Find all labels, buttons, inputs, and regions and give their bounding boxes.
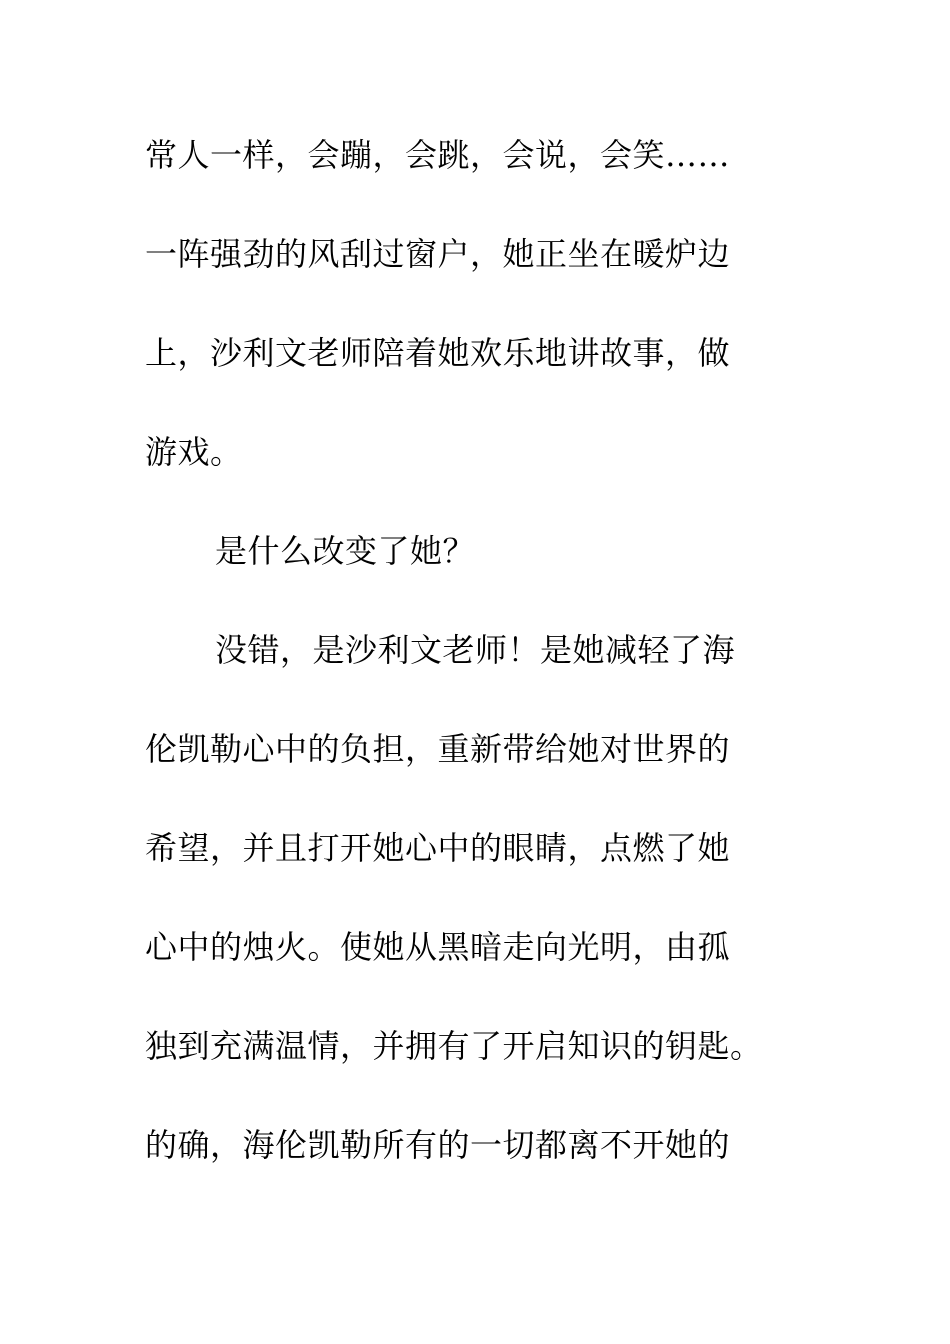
text-line: 心中的烛火。使她从黑暗走向光明，由孤 <box>145 928 731 966</box>
text-line: 希望，并且打开她心中的眼睛，点燃了她 <box>145 829 731 867</box>
text-line: 独到充满温情，并拥有了开启知识的钥匙。 <box>145 1027 763 1065</box>
text-line: 上，沙利文老师陪着她欢乐地讲故事，做 <box>145 334 731 372</box>
text-line: 的确，海伦凯勒所有的一切都离不开她的 <box>145 1126 731 1164</box>
text-line: 常人一样，会蹦，会跳，会说，会笑…… <box>145 136 731 174</box>
text-line: 伦凯勒心中的负担，重新带给她对世界的 <box>145 730 731 768</box>
paragraph-line: 是什么改变了她？ <box>215 532 476 570</box>
text-line: 游戏。 <box>145 433 243 471</box>
paragraph-line: 没错，是沙利文老师！是她减轻了海 <box>215 631 736 669</box>
text-line: 一阵强劲的风刮过窗户，她正坐在暖炉边 <box>145 235 731 273</box>
